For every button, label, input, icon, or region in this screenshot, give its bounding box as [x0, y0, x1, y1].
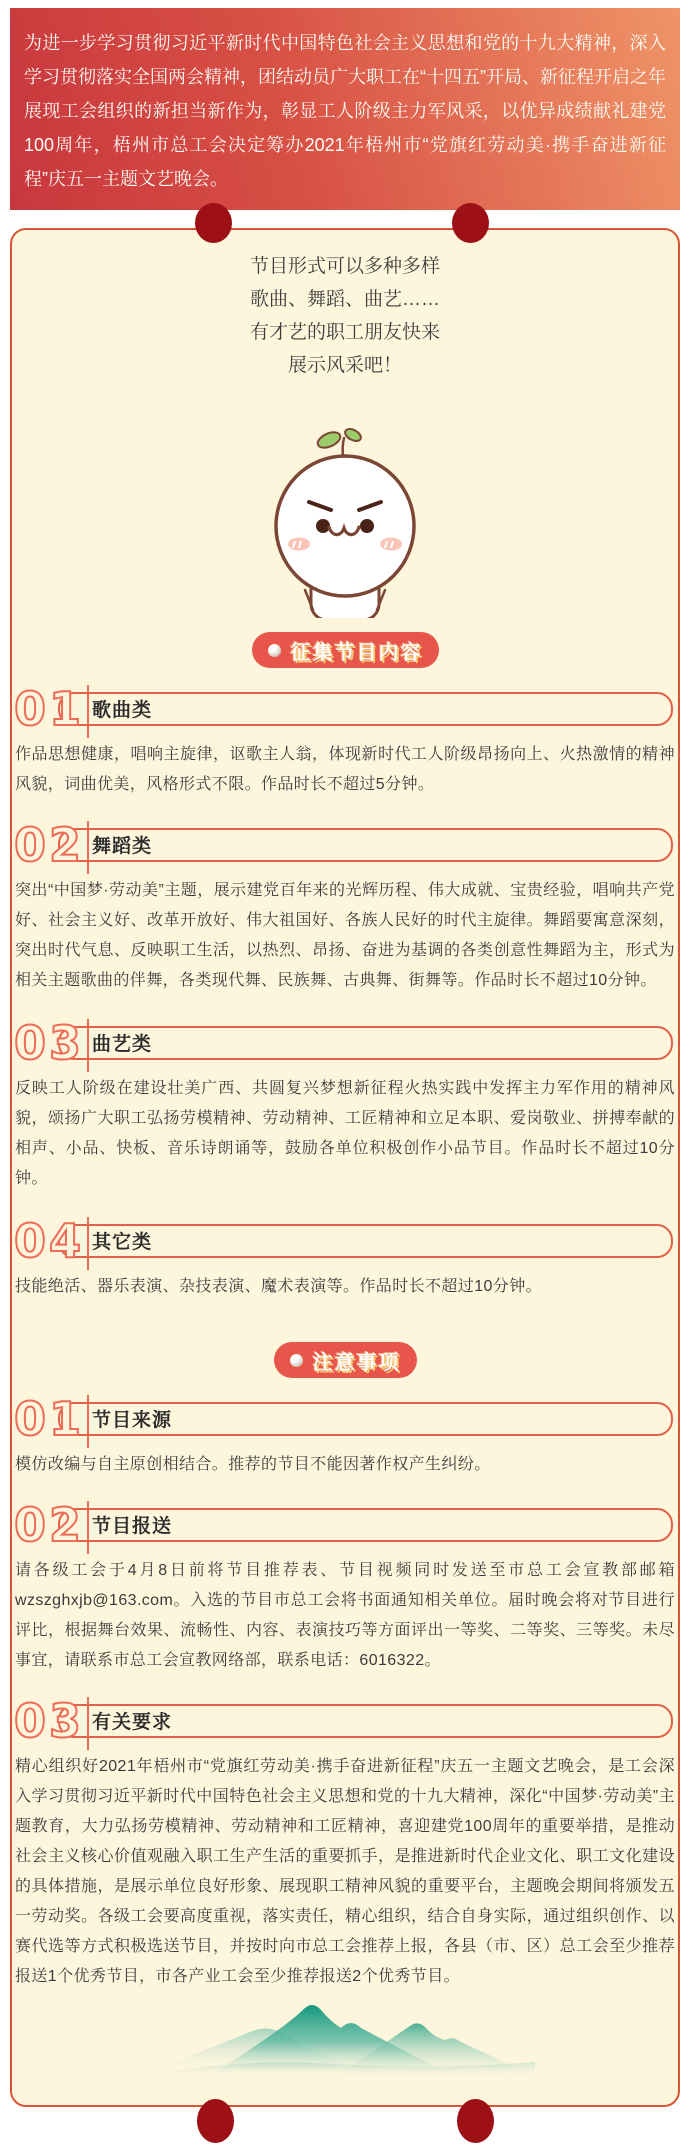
notice-badge [274, 1342, 417, 1378]
section-number: 03 [14, 1016, 85, 1070]
section-body: 作品思想健康，唱响主旋律，讴歌主人翁，体现新时代工人阶级昂扬向上、火热激情的精神风貌，词曲优美，风格形式不限。作品时长不超过5分钟。 [15, 746, 675, 793]
section-title: 曲艺类 [92, 1034, 153, 1055]
collect-content-badge [252, 632, 439, 668]
pin-decoration [452, 203, 489, 243]
pearl-dot-icon [290, 1354, 303, 1367]
pin-decoration [195, 203, 232, 243]
section-body: 反映工人阶级在建设壮美广西、共圆复兴梦想新征程火热实践中发挥主力军作用的精神风貌，颂扬广大职工弘扬劳模精神、劳动精神、工匠精神和立足本职、爱岗敬业、拼搏奉献的相声、小品、快板、音乐诗朗诵等，鼓励各单位积极创作小品节目。作品时长不超过10分钟。 [15, 1080, 675, 1187]
mountain-illustration [155, 1998, 535, 2076]
intro-verse-line: 有才艺的职工朋友快来 [249, 322, 440, 343]
section-title: 歌曲类 [92, 700, 153, 721]
intro-verse-line: 展示风采吧！ [287, 355, 402, 376]
notice-badge-label: 注意事项 [312, 1351, 401, 1374]
hero-paragraph: 为进一步学习贯彻习近平新时代中国特色社会主义思想和党的十九大精神，深入学习贯彻落实全国两会精神，团结动员广大职工在“十四五”开局、新征程开启之年展现工会组织的新担当新作为，彰显工人阶级主力军风采，以优异成绩献礼建党100周年，梧州市总工会决定筹办2021年梧州市“党旗红劳动美·携手奋进新征程”庆五一主题文艺晚会。 [24, 33, 666, 189]
section-header-dance [12, 818, 678, 874]
hero-banner [10, 8, 680, 210]
section-body: 请各级工会于4月8日前将节目推荐表、节目视频同时发送至市总工会宣教部邮箱wzszghxjb@163.com。入选的节目市总工会将书面通知相关单位。届时晚会将对节目进行评比，根据舞台效果、流畅性、内容、表演技巧等方面评出一等奖、二等奖、三等奖。未尽事宜，请联系市总工会宣教网络部，联系电话：6016322。 [15, 1562, 675, 1669]
section-title: 节目来源 [92, 1410, 173, 1431]
pin-decoration [457, 2099, 494, 2143]
intro-verse-line: 歌曲、舞蹈、曲艺…… [249, 289, 440, 310]
collect-content-badge-label: 征集节目内容 [290, 641, 423, 664]
intro-verse [12, 230, 678, 382]
section-title: 舞蹈类 [92, 836, 153, 857]
section-number: 02 [14, 818, 85, 872]
intro-verse-line: 节目形式可以多种多样 [249, 256, 440, 277]
sprout-mascot-illustration [269, 428, 421, 618]
section-number: 03 [14, 1694, 85, 1748]
section-number: 01 [14, 1392, 85, 1446]
notice-header-submission [12, 1498, 678, 1554]
pin-decoration [197, 2099, 234, 2143]
section-header-quyi [12, 1016, 678, 1072]
section-number: 04 [14, 1214, 85, 1268]
section-title: 节目报送 [92, 1516, 173, 1537]
section-header-songs [12, 682, 678, 738]
section-header-others [12, 1214, 678, 1270]
section-body: 精心组织好2021年梧州市“党旗红劳动美·携手奋进新征程”庆五一主题文艺晚会，是工会深入学习贯彻习近平新时代中国特色社会主义思想和党的十九大精神，深化“中国梦·劳动美”主题教育，大力弘扬劳模精神、劳动精神和工匠精神，喜迎建党100周年的重要举措，是推动社会主义核心价值观融入职工生产生活的重要抓手，是推进新时代企业文化、职工文化建设的具体措施，是展示单位良好形象、展现职工精神风貌的重要平台，主题晚会期间将颁发五一劳动奖。各级工会要高度重视，落实责任，精心组织，结合自身实际，通过组织创作、以赛代选等方式积极选送节目，并按时向市总工会推荐上报，各县（市、区）总工会至少推荐报送1个优秀节目，市各产业工会至少推荐报送2个优秀节目。 [15, 1758, 675, 1985]
notice-header-requirements [12, 1694, 678, 1750]
section-title: 有关要求 [92, 1712, 173, 1733]
section-body: 突出“中国梦·劳动美”主题，展示建党百年来的光辉历程、伟大成就、宝贵经验，唱响共产党好、社会主义好、改革开放好、伟大祖国好、各族人民好的时代主旋律。舞蹈要寓意深刻，突出时代气息、反映职工生活，以热烈、昂扬、奋进为基调的各类创意性舞蹈为主，形式为相关主题歌曲的伴舞，各类现代舞、民族舞、古典舞、街舞等。作品时长不超过10分钟。 [15, 882, 675, 989]
section-number: 02 [14, 1498, 85, 1552]
section-title: 其它类 [92, 1232, 153, 1253]
event-card [10, 228, 680, 2107]
pearl-dot-icon [268, 644, 281, 657]
notice-header-source [12, 1392, 678, 1448]
section-number: 01 [14, 682, 85, 736]
section-body: 模仿改编与自主原创相结合。推荐的节目不能因著作权产生纠纷。 [15, 1456, 491, 1473]
section-body: 技能绝活、器乐表演、杂技表演、魔术表演等。作品时长不超过10分钟。 [15, 1278, 542, 1295]
